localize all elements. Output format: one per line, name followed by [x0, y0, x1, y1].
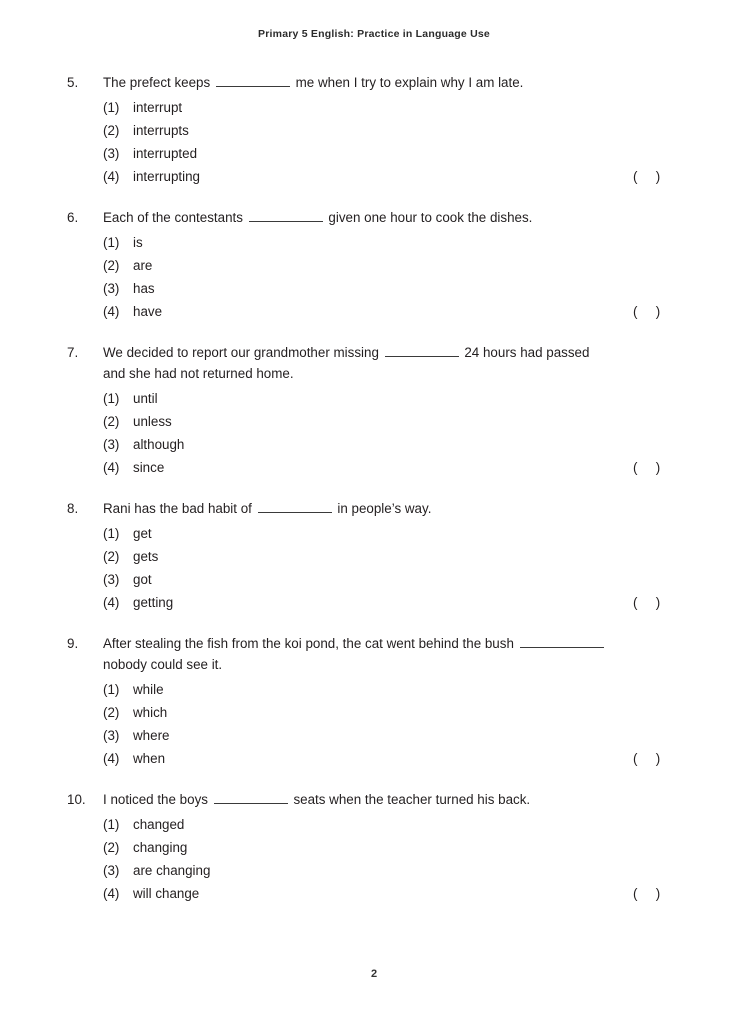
- page-number: 2: [370, 968, 378, 980]
- question-number: 10.: [67, 792, 86, 807]
- option-row[interactable]: [103, 119, 673, 142]
- question-stem-text: [103, 633, 673, 675]
- stem-text-before-blank: I noticed the boys: [103, 792, 208, 807]
- option-label: (2): [103, 549, 120, 564]
- option-text: interrupt: [133, 100, 183, 115]
- option-text: getting: [133, 595, 174, 610]
- option-row[interactable]: [103, 433, 673, 456]
- option-label: (3): [103, 572, 120, 587]
- stem-text-after-blank: me when I try to explain why I am late.: [295, 75, 524, 90]
- answer-blank[interactable]: [214, 792, 288, 804]
- question-stem-line-2: and she had not returned home.: [103, 366, 294, 381]
- option-label: (4): [103, 595, 120, 610]
- option-label: (3): [103, 728, 120, 743]
- stem-text-after-blank: in people’s way.: [337, 501, 432, 516]
- answer-bracket[interactable]: ( ): [633, 169, 661, 184]
- stem-text-before-blank: Rani has the bad habit of: [103, 501, 252, 516]
- question-number: 6.: [67, 210, 79, 225]
- option-label: (1): [103, 682, 120, 697]
- question-stem-text: [103, 342, 673, 384]
- option-text: when: [133, 751, 166, 766]
- option-list: [67, 96, 673, 188]
- option-row[interactable]: [103, 813, 673, 836]
- option-label: (1): [103, 526, 120, 541]
- stem-text-before-blank: We decided to report our grandmother missing: [103, 345, 379, 360]
- question-block: [67, 789, 673, 905]
- stem-text-before-blank: After stealing the fish from the koi pond, the cat went behind the bush: [103, 636, 514, 651]
- question-block: [67, 72, 673, 188]
- option-text: interrupted: [133, 146, 198, 161]
- option-row[interactable]: [103, 522, 673, 545]
- question-stem: [67, 207, 673, 228]
- stem-text-after-blank: given one hour to cook the dishes.: [328, 210, 533, 225]
- answer-bracket[interactable]: ( ): [633, 595, 661, 610]
- option-row[interactable]: [103, 387, 673, 410]
- option-label: (3): [103, 281, 120, 296]
- option-row[interactable]: [103, 747, 673, 770]
- option-text: changed: [133, 817, 185, 832]
- stem-text-before-blank: The prefect keeps: [103, 75, 211, 90]
- question-stem: [67, 789, 673, 810]
- question-stem-text: [103, 207, 673, 228]
- option-label: (3): [103, 146, 120, 161]
- option-label: (3): [103, 863, 120, 878]
- option-label: (1): [103, 391, 120, 406]
- option-label: (4): [103, 460, 120, 475]
- option-label: (1): [103, 817, 120, 832]
- option-row[interactable]: [103, 96, 673, 119]
- option-label: (1): [103, 100, 120, 115]
- option-text: get: [133, 526, 152, 541]
- page-header-title: Primary 5 English: Practice in Language Use: [258, 28, 490, 40]
- question-block: [67, 498, 673, 614]
- option-text: are changing: [133, 863, 211, 878]
- option-row[interactable]: [103, 142, 673, 165]
- option-text: has: [133, 281, 155, 296]
- option-text: which: [133, 705, 168, 720]
- option-row[interactable]: [103, 456, 673, 479]
- option-row[interactable]: [103, 678, 673, 701]
- question-list: [67, 72, 673, 905]
- option-label: (4): [103, 886, 120, 901]
- option-row[interactable]: [103, 545, 673, 568]
- option-row[interactable]: [103, 859, 673, 882]
- option-row[interactable]: [103, 277, 673, 300]
- option-text: changing: [133, 840, 188, 855]
- option-text: is: [133, 235, 143, 250]
- option-row[interactable]: [103, 882, 673, 905]
- option-row[interactable]: [103, 410, 673, 433]
- option-list: [67, 678, 673, 770]
- question-block: [67, 207, 673, 323]
- question-stem: [67, 342, 673, 384]
- answer-blank[interactable]: [249, 210, 323, 222]
- option-label: (2): [103, 840, 120, 855]
- question-number: 5.: [67, 75, 79, 90]
- option-text: unless: [133, 414, 172, 429]
- option-text: got: [133, 572, 152, 587]
- stem-text-after-blank: 24 hours had passed: [464, 345, 590, 360]
- option-row[interactable]: [103, 836, 673, 859]
- question-stem: [67, 498, 673, 519]
- question-number: 9.: [67, 636, 79, 651]
- answer-blank[interactable]: [216, 75, 290, 87]
- option-row[interactable]: [103, 254, 673, 277]
- option-label: (2): [103, 258, 120, 273]
- answer-bracket[interactable]: ( ): [633, 751, 661, 766]
- question-number: 7.: [67, 345, 79, 360]
- question-number: 8.: [67, 501, 79, 516]
- option-row[interactable]: [103, 165, 673, 188]
- option-text: gets: [133, 549, 159, 564]
- answer-bracket[interactable]: ( ): [633, 886, 661, 901]
- option-text: until: [133, 391, 158, 406]
- option-label: (4): [103, 304, 120, 319]
- option-text: interrupting: [133, 169, 200, 184]
- answer-blank[interactable]: [520, 636, 604, 648]
- question-stem-text: [103, 789, 673, 810]
- option-text: while: [133, 682, 164, 697]
- question-stem: [67, 72, 673, 93]
- option-row[interactable]: [103, 231, 673, 254]
- option-label: (1): [103, 235, 120, 250]
- option-label: (4): [103, 751, 120, 766]
- option-label: (2): [103, 414, 120, 429]
- question-stem-text: [103, 498, 673, 519]
- option-text: are: [133, 258, 153, 273]
- option-list: [67, 387, 673, 479]
- option-row[interactable]: [103, 591, 673, 614]
- option-text: have: [133, 304, 163, 319]
- option-list: [67, 231, 673, 323]
- question-block: [67, 633, 673, 770]
- option-text: although: [133, 437, 185, 452]
- question-block: [67, 342, 673, 479]
- option-row[interactable]: [103, 568, 673, 591]
- option-label: (3): [103, 437, 120, 452]
- option-text: interrupts: [133, 123, 189, 138]
- answer-bracket[interactable]: ( ): [633, 304, 661, 319]
- question-stem-text: [103, 72, 673, 93]
- option-row[interactable]: [103, 300, 673, 323]
- option-text: will change: [133, 886, 200, 901]
- answer-bracket[interactable]: ( ): [633, 460, 661, 475]
- option-row[interactable]: [103, 724, 673, 747]
- option-text: where: [133, 728, 170, 743]
- option-label: (4): [103, 169, 120, 184]
- option-list: [67, 522, 673, 614]
- option-row[interactable]: [103, 701, 673, 724]
- question-stem-line-2: nobody could see it.: [103, 657, 223, 672]
- stem-text-before-blank: Each of the contestants: [103, 210, 243, 225]
- option-list: [67, 813, 673, 905]
- answer-blank[interactable]: [385, 345, 459, 357]
- question-stem: [67, 633, 673, 675]
- answer-blank[interactable]: [258, 501, 332, 513]
- stem-text-after-blank: seats when the teacher turned his back.: [293, 792, 531, 807]
- option-label: (2): [103, 705, 120, 720]
- option-label: (2): [103, 123, 120, 138]
- option-text: since: [133, 460, 165, 475]
